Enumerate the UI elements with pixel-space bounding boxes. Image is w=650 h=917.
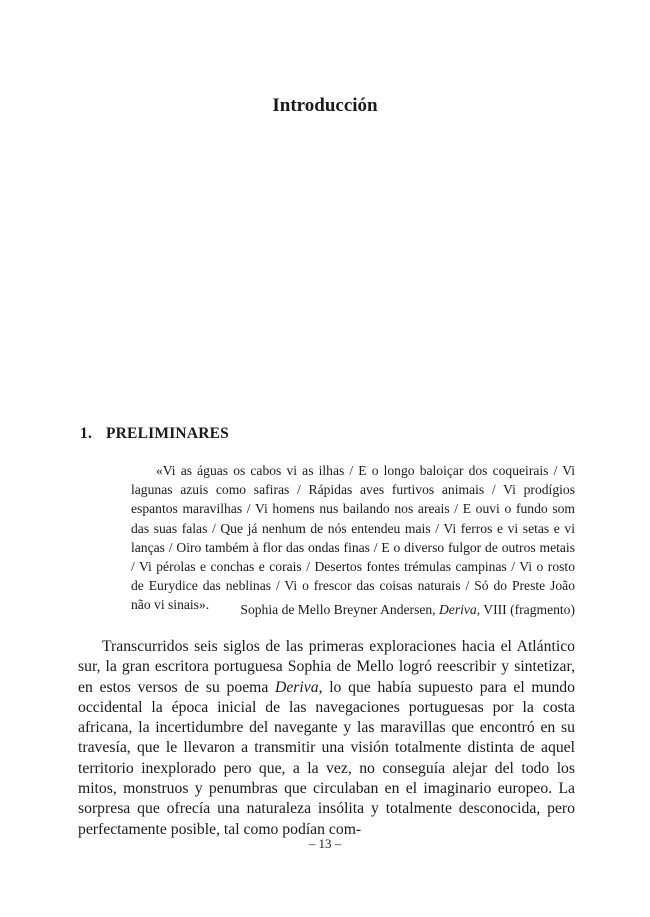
body-paragraph <box>78 637 575 840</box>
page-number: – 13 – <box>308 836 342 851</box>
body-text-part-2: , lo que había supuesto para el mundo occidental la época inicial de las navegaciones portuguesas por la costa africana, la incertidumbre del navegante y las maravillas que encontró en su travesía, que le llevaron a transmitir una visión totalmente distinta de aquel territorio inexplorado pero que, a la vez, no conseguía alejar del todo los mitos, monstruos y penumbras que circulaban en el imaginario europeo. La sorpresa que ofrecía una naturaleza insólita y totalmente desconocida, pero perfectamente posible, tal como podían com- <box>78 678 575 838</box>
section-heading <box>80 425 229 443</box>
body-work-title: Deriva <box>275 678 319 696</box>
section-number: 1. <box>80 425 93 442</box>
quote-attribution <box>240 602 575 618</box>
epigraph-quote: «Vi as águas os cabos vi as ilhas / E o longo baloiçar dos coqueirais / Vi lagunas azuis como safiras / Rápidas aves furtivos animais / Vi prodígios espantos maravilhas / Vi homens nus bailando nos areais / E ouvi o fundo som das suas falas / Que já nenhum de nós entendeu mais / Vi ferros e vi setas e vi lanças / Oiro também à flor das ondas finas / E o diverso fulgor de outros metais / Vi pérolas e conchas e corais / Desertos fontes trémulas campinas / Vi o rosto de Eurydice das neblinas / Vi o frescor das coisas naturais / Só do Preste João não vi sinais». <box>131 463 575 613</box>
section-title: PRELIMINARES <box>106 425 229 442</box>
quote-author: Sophia de Mello Breyner Andersen, <box>240 602 439 617</box>
quote-work-title: Deriva <box>438 602 477 617</box>
body-text-part-1: Transcurridos seis siglos de las primeras exploraciones hacia el Atlántico sur, la gran escritora portuguesa Sophia de Mello logró reescribir y sintetizar, en estos versos de su poema <box>78 638 575 696</box>
quote-reference: , VIII (fragmento) <box>476 602 575 617</box>
chapter-title: Introducción <box>272 95 378 116</box>
